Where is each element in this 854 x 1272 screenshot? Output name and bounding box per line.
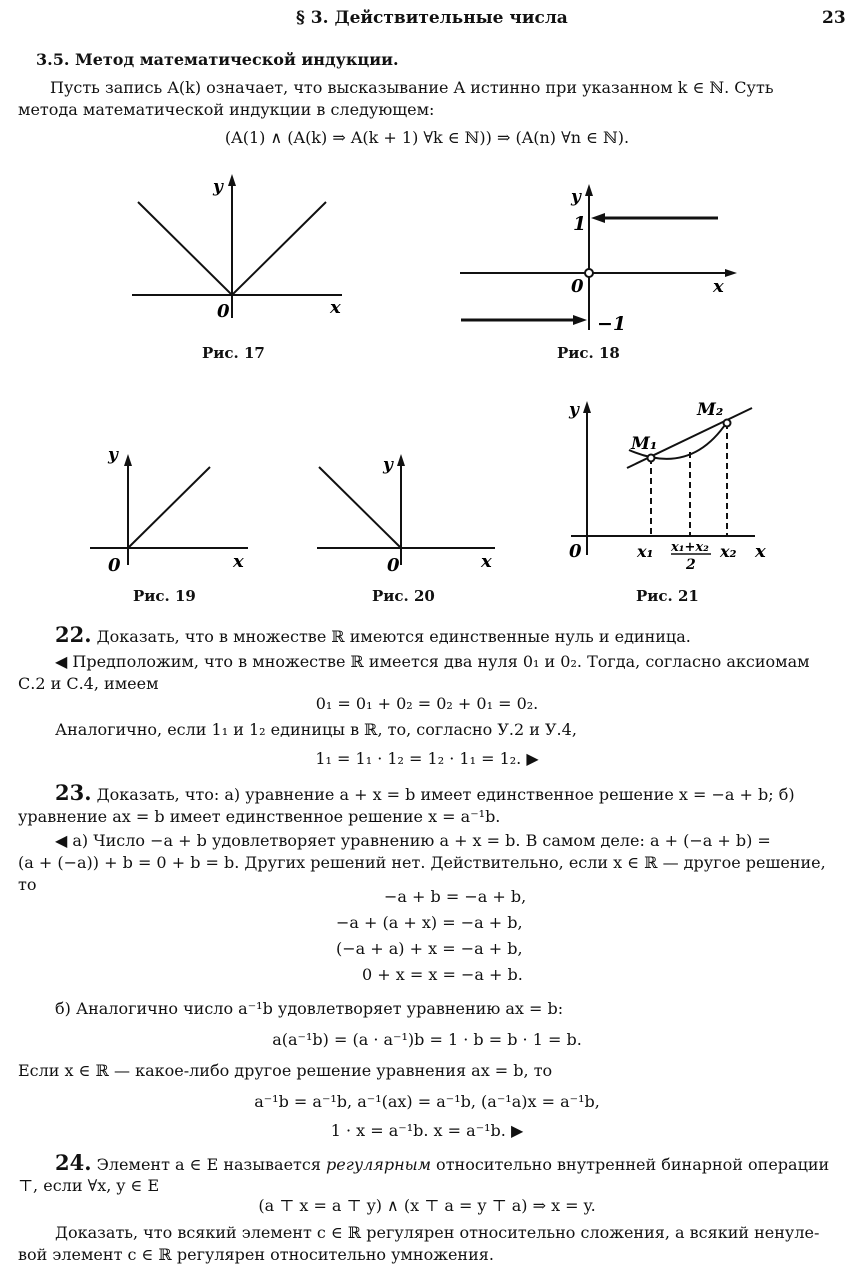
problem-24-statement <box>55 1152 829 1176</box>
problem-22-statement <box>55 624 691 648</box>
p23-line-1: ◀ а) Число −a + b удовлетворяет уравнению a + x = b. В самом деле: a + (−a + b) = <box>55 831 771 850</box>
p22-line-3: Аналогично, если 1₁ и 1₂ единицы в ℝ, то, согласно У.2 и У.4, <box>55 720 577 739</box>
figure-20 <box>315 440 505 580</box>
fig18-minus-one-label: −1 <box>597 313 627 335</box>
p22-line-1: ◀ Предположим, что в множестве ℝ имеется два нуля 0₁ и 0₂. Тогда, согласно аксиомам <box>55 652 810 671</box>
problem-24-text-post: относительно внутренней бинарной операции <box>430 1155 830 1174</box>
p22-line-2: С.2 и С.4, имеем <box>18 674 159 693</box>
fig20-y-arrow <box>397 454 405 466</box>
p23-statement-2: уравнение ax = b имеет единственное решение x = a⁻¹b. <box>18 807 501 826</box>
fig21-point-m2 <box>724 420 731 427</box>
p23-formula-3: 1 · x = a⁻¹b. x = a⁻¹b. ▶ <box>330 1121 524 1140</box>
p23-formula-2: a⁻¹b = a⁻¹b, a⁻¹(ax) = a⁻¹b, (a⁻¹a)x = a⁻¹b, <box>254 1092 600 1111</box>
fig21-y-arrow <box>583 401 591 413</box>
fig20-caption: Рис. 20 <box>372 587 435 605</box>
fig18-origin-point <box>585 269 593 277</box>
fig21-mid-denominator: 2 <box>686 557 696 573</box>
figure-17 <box>120 170 350 330</box>
problem-22-text: Доказать, что в множестве ℝ имеются единственные нуль и единица. <box>96 627 691 646</box>
p24-line-2: ⊤, если ∀x, y ∈ E <box>18 1176 160 1195</box>
p23-eq-2: −a + (a + x) = −a + b, <box>336 913 523 932</box>
fig21-point-m1 <box>648 455 655 462</box>
p22-formula-1: 0₁ = 0₁ + 0₂ = 0₂ + 0₁ = 0₂. <box>315 694 539 713</box>
fig21-origin-label: 0 <box>569 541 582 562</box>
intro-line-1: Пусть запись A(k) означает, что высказывание A истинно при указанном k ∈ ℕ. Суть <box>50 78 774 97</box>
fig17-y-arrow <box>228 174 236 186</box>
p23-eq-3: (−a + a) + x = −a + b, <box>336 939 523 958</box>
p24-formula: (a ⊤ x = a ⊤ y) ∧ (x ⊤ a = y ⊤ a) ⇒ x = y. <box>258 1196 596 1215</box>
fig17-y-label: y <box>213 177 223 197</box>
induction-formula: (A(1) ∧ (A(k) ⇒ A(k + 1) ∀k ∈ ℕ)) ⇒ (A(n) ∀n ∈ ℕ). <box>224 128 630 147</box>
figure-19 <box>88 440 258 580</box>
fig21-m1-label: M₁ <box>631 434 658 454</box>
page-number: 23 <box>822 8 846 28</box>
p24-line-4: вой элемент c ∈ ℝ регулярен относительно умножения. <box>18 1245 494 1264</box>
problem-23-text: Доказать, что: а) уравнение a + x = b имеет единственное решение x = −a + b; б) <box>96 785 795 804</box>
fig18-upper-arrow <box>591 213 605 223</box>
problem-23-statement <box>55 782 795 806</box>
fig20-ray <box>319 467 401 548</box>
fig19-ray <box>128 467 210 548</box>
intro-line-2: метода математической индукции в следующем: <box>18 100 435 119</box>
problem-24-emphasis: регулярным <box>326 1155 431 1174</box>
fig17-x-label: x <box>330 297 341 318</box>
p23-line-2: (a + (−a)) + b = 0 + b = b. Других решений нет. Действительно, если x ∈ ℝ — другое решение, <box>18 853 826 872</box>
p23-line-5: Если x ∈ ℝ — какое-либо другое решение уравнения ax = b, то <box>18 1061 553 1080</box>
fig21-caption: Рис. 21 <box>636 587 699 605</box>
p23-line-3: то <box>18 875 37 894</box>
fig19-y-label: y <box>108 445 118 465</box>
p23-line-4: б) Аналогично число a⁻¹b удовлетворяет уравнению ax = b: <box>55 999 564 1018</box>
p22-formula-2: 1₁ = 1₁ · 1₂ = 1₂ · 1₁ = 1₂. ▶ <box>315 749 539 768</box>
running-header: § 3. Действительные числа <box>296 8 568 28</box>
fig20-y-label: y <box>383 455 393 475</box>
fig20-origin-label: 0 <box>387 555 400 576</box>
figure-21 <box>565 395 785 580</box>
fig18-origin-label: 0 <box>571 276 584 297</box>
fig19-x-label: x <box>233 551 244 572</box>
fig21-x-label: x <box>755 541 766 562</box>
p24-line-3: Доказать, что всякий элемент c ∈ ℝ регулярен относительно сложения, а всякий ненуле- <box>55 1223 820 1242</box>
fig17-origin-label: 0 <box>217 301 230 322</box>
fig21-x2-label: x₂ <box>720 542 737 561</box>
problem-24-text-pre: Элемент a ∈ E называется <box>96 1155 327 1174</box>
fig18-y-arrow <box>585 184 593 196</box>
p23-eq-4: 0 + x = x = −a + b. <box>362 965 523 984</box>
fig21-m2-label: M₂ <box>697 400 724 420</box>
fig19-origin-label: 0 <box>108 555 121 576</box>
fig18-lower-arrow <box>573 315 587 325</box>
fig21-x1-label: x₁ <box>637 542 654 561</box>
fig19-y-arrow <box>124 454 132 466</box>
p23-eq-1: −a + b = −a + b, <box>384 887 527 906</box>
fig17-caption: Рис. 17 <box>202 344 265 362</box>
fig21-y-label: y <box>569 400 579 420</box>
problem-24-number: 24. <box>55 1150 92 1175</box>
problem-23-number: 23. <box>55 780 92 805</box>
fig18-x-label: x <box>713 276 724 297</box>
fig18-x-arrow <box>725 269 737 277</box>
problem-22-number: 22. <box>55 622 92 647</box>
section-title: 3.5. Метод математической индукции. <box>36 50 399 69</box>
fig18-y-label: y <box>571 187 581 207</box>
fig20-x-label: x <box>481 551 492 572</box>
figure-18 <box>455 180 745 340</box>
fig19-caption: Рис. 19 <box>133 587 196 605</box>
p23-formula-1: a(a⁻¹b) = (a · a⁻¹)b = 1 · b = b · 1 = b. <box>272 1030 582 1049</box>
fig18-one-label: 1 <box>573 213 587 235</box>
fig18-caption: Рис. 18 <box>557 344 620 362</box>
fig21-mid-numerator: x₁+x₂ <box>671 540 709 555</box>
